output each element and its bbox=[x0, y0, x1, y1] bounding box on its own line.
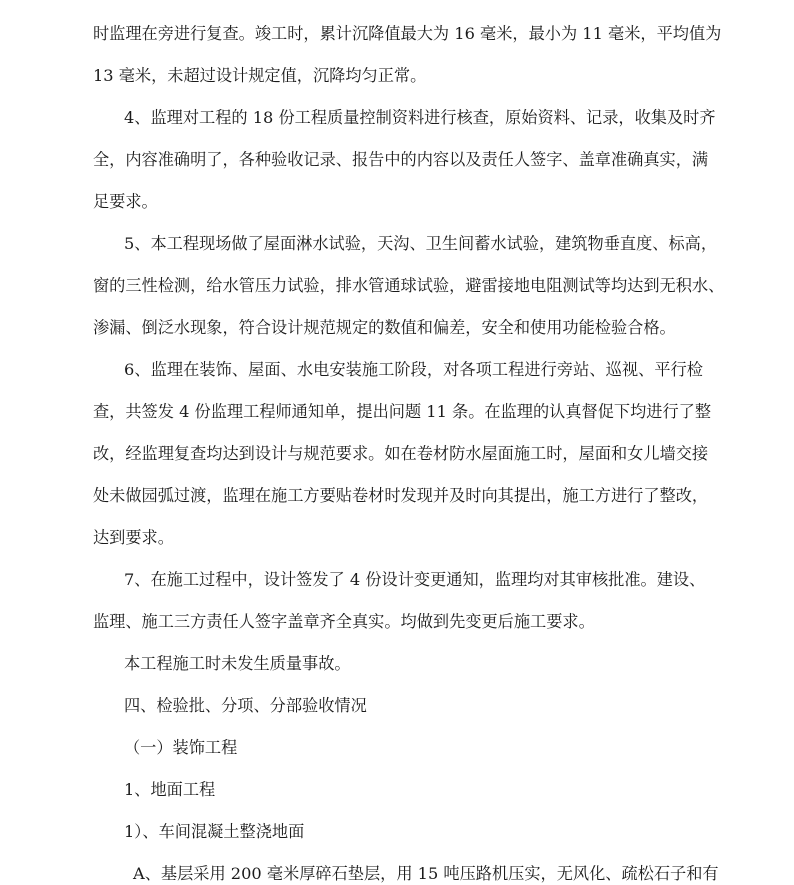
text-line-6: 5、本工程现场做了屋面淋水试验，天沟、卫生间蓄水试验，建筑物垂直度、标高， bbox=[124, 234, 718, 253]
text-line-3: 4、监理对工程的 18 份工程质量控制资料进行核查，原始资料、记录，收集及时齐 bbox=[124, 108, 716, 127]
text-line-2: 13 毫米，未超过设计规定值，沉降均匀正常。 bbox=[93, 66, 427, 85]
text-line-10: 查，共签发 4 份监理工程师通知单，提出问题 11 条。在监理的认真督促下均进行了整 bbox=[93, 402, 712, 421]
text-line-4: 全，内容准确明了，各种验收记录、报告中的内容以及责任人签字、盖章准确真实，满 bbox=[93, 150, 709, 169]
text-line-14: 7、在施工过程中，设计签发了 4 份设计变更通知，监理均对其审核批准。建设、 bbox=[124, 570, 706, 589]
subsection-heading-decoration: （一）装饰工程 bbox=[124, 738, 238, 757]
item-heading-floor: 1、地面工程 bbox=[124, 780, 216, 799]
text-line-12: 处未做园弧过渡，监理在施工方要贴卷材时发现并及时向其提出，施工方进行了整改， bbox=[93, 486, 709, 505]
text-line-21: A、基层采用 200 毫米厚碎石垫层，用 15 吨压路机压实，无风化、疏松石子和有 bbox=[133, 864, 719, 883]
text-line-5: 足要求。 bbox=[93, 192, 158, 211]
text-line-7: 窗的三性检测，给水管压力试验，排水管通球试验，避雷接地电阻测试等均达到无积水、 bbox=[93, 276, 725, 295]
text-line-13: 达到要求。 bbox=[93, 528, 174, 547]
text-line-8: 渗漏、倒泛水现象，符合设计规范规定的数值和偏差，安全和使用功能检验合格。 bbox=[93, 318, 676, 337]
text-line-1: 时监理在旁进行复查。竣工时，累计沉降值最大为 16 毫米，最小为 11 毫米，平均值为 bbox=[93, 24, 722, 43]
text-line-16: 本工程施工时未发生质量事故。 bbox=[124, 654, 351, 673]
text-line-15: 监理、施工三方责任人签字盖章齐全真实。均做到先变更后施工要求。 bbox=[93, 612, 595, 631]
text-line-11: 改，经监理复查均达到设计与规范要求。如在卷材防水屋面施工时，屋面和女儿墙交接 bbox=[93, 444, 709, 463]
text-line-9: 6、监理在装饰、屋面、水电安装施工阶段，对各项工程进行旁站、巡视、平行检 bbox=[124, 360, 703, 379]
section-heading-inspection: 四、检验批、分项、分部验收情况 bbox=[124, 696, 367, 715]
item-heading-workshop-floor: 1）、车间混凝土整浇地面 bbox=[124, 822, 305, 841]
